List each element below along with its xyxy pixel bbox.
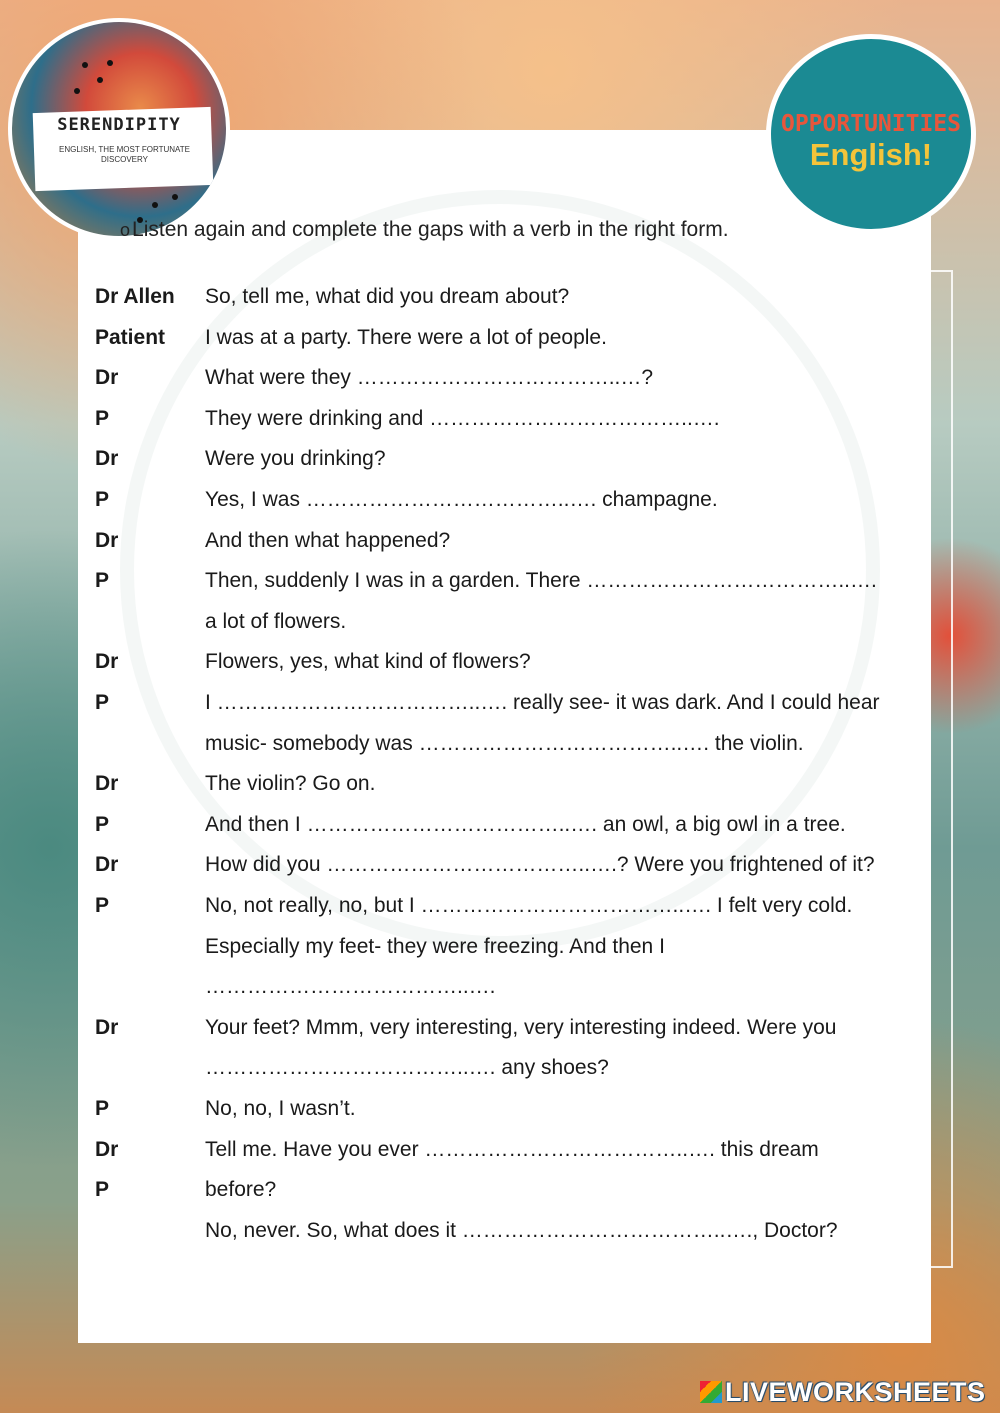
liveworksheets-icon — [700, 1381, 722, 1403]
dialogue-text: So, tell me, what did you dream about? — [205, 285, 570, 308]
dialogue-text: Especially my feet- they were freezing. And then I — [205, 934, 665, 958]
logo-dot — [107, 60, 113, 66]
speaker-label: Patient — [95, 325, 166, 349]
exercise-instruction — [120, 218, 729, 242]
speaker-label: P — [95, 1097, 110, 1120]
dialogue-text: Were you drinking? — [205, 447, 386, 471]
dialogue-text: No, no, I wasn’t. — [205, 1097, 356, 1120]
instruction-text: Listen again and complete the gaps with a verb in the right form. — [132, 218, 729, 241]
speaker-label: P — [95, 488, 110, 511]
speaker-label: Dr — [95, 853, 119, 877]
speaker-label: P — [95, 894, 110, 917]
speaker-label: P — [95, 569, 110, 593]
dialogue-text: Yes, I was ………………………………..…. champagne. — [205, 488, 718, 511]
opportunities-logo — [766, 34, 976, 234]
logo-subtitle: ENGLISH, THE MOST FORTUNATE DISCOVERY — [59, 145, 190, 164]
logo-dot — [152, 202, 158, 208]
logo-line-1: OPPORTUNITIES — [780, 111, 961, 137]
dialogue-text: Your feet? Mmm, very interesting, very interesting indeed. Were you — [205, 1015, 837, 1039]
dialogue-text: Flowers, yes, what kind of flowers? — [205, 650, 531, 674]
dialogue-text: music- somebody was ………………………………..…. the violin. — [205, 731, 804, 755]
dialogue-text: What were they ………………………………..…? — [205, 366, 654, 390]
dialogue-text: No, not really, no, but I ………………………………..…. I felt very cold. — [205, 894, 853, 917]
dialogue-text: And then I ………………………………..…. an owl, a big owl in a tree. — [205, 812, 846, 836]
dialogue-text: How did you ………………………………..….? Were you frightened of it? — [205, 853, 875, 877]
dialogue-text: before? — [205, 1178, 277, 1202]
logo-title: SERENDIPITY — [57, 115, 181, 135]
footer-text: LIVEWORKSHEETS — [725, 1377, 986, 1407]
dialogue-text: They were drinking and ………………………………..…. — [205, 406, 720, 430]
speaker-label: Dr — [95, 650, 119, 674]
dialogue-text: And then what happened? — [205, 528, 451, 552]
speaker-label: Dr — [95, 528, 119, 552]
speaker-label: Dr — [95, 1015, 119, 1039]
speaker-label: P — [95, 1178, 110, 1202]
logo-dot — [74, 88, 80, 94]
speaker-label: P — [95, 691, 110, 714]
speaker-label: Dr — [95, 1137, 119, 1161]
dialogue-text: a lot of flowers. — [205, 609, 347, 633]
speaker-label: Dr — [95, 366, 119, 390]
dialogue-text: I was at a party. There were a lot of people. — [205, 325, 607, 349]
bullet-icon: o — [120, 220, 131, 240]
speaker-label: P — [95, 406, 110, 430]
dialogue-text: Then, suddenly I was in a garden. There ………………………………..…. — [205, 569, 877, 593]
speaker-label: P — [95, 812, 110, 836]
speaker-label: Dr Allen — [95, 285, 175, 308]
dialogue-text: ………………………………..…. any shoes? — [205, 1056, 609, 1080]
dialogue-text: ………………………………..…. — [205, 975, 496, 999]
liveworksheets-brand — [700, 1377, 986, 1409]
dialogue-text: Tell me. Have you ever ………………………………..…. this dream — [205, 1137, 819, 1161]
speaker-label: Dr — [95, 447, 119, 471]
logo-line-2: English! — [809, 137, 933, 172]
dialogue-text: The violin? Go on. — [205, 772, 376, 796]
dialogue-text: No, never. So, what does it ………………………………..…., Doctor? — [205, 1218, 838, 1242]
logo-dot — [97, 77, 103, 83]
speaker-label: Dr — [95, 772, 119, 796]
logo-dot — [82, 62, 88, 68]
paper-frame-line — [931, 270, 953, 1268]
logo-dot — [172, 194, 178, 200]
dialogue-text: I ………………………………..…. really see- it was dark. And I could hear — [205, 691, 880, 714]
serendipity-logo — [8, 18, 230, 240]
